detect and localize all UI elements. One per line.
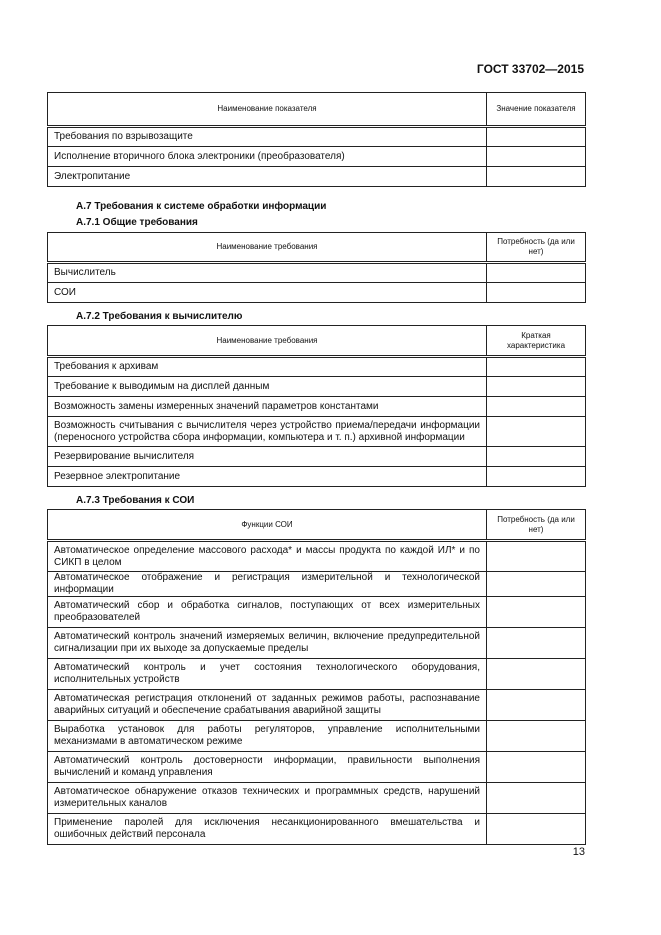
requirement-name: Автоматический контроль и учет состояния технологического оборудования, исполнительных устройств — [48, 659, 487, 690]
column-header-name: Функции СОИ — [48, 510, 487, 541]
column-header-value: Потребность (да или нет) — [487, 233, 586, 263]
value-cell[interactable] — [487, 572, 586, 597]
value-cell[interactable] — [487, 447, 586, 467]
value-cell[interactable] — [487, 167, 586, 187]
requirement-name: Применение паролей для исключения несанкционированного вмешательства и ошибочных действий персонала — [48, 814, 487, 845]
value-cell[interactable] — [487, 263, 586, 283]
table-row — [48, 628, 586, 659]
requirement-name: Исполнение вторичного блока электроники (преобразователя) — [48, 147, 487, 167]
requirement-name: Резервное электропитание — [48, 467, 487, 487]
page-number: 13 — [572, 846, 585, 858]
requirement-name: Автоматическое обнаружение отказов технических и программных средств, нарушений измерительных каналов — [48, 783, 487, 814]
requirement-name: СОИ — [48, 283, 487, 303]
requirement-name: Требования к архивам — [48, 357, 487, 377]
requirement-name: Выработка установок для работы регуляторов, управление исполнительными механизмами в автоматическом режиме — [48, 721, 487, 752]
requirement-name: Автоматическая регистрация отклонений от заданных режимов работы, распознавание аварийных ситуаций и обеспечение срабатывания аварийной защиты — [48, 690, 487, 721]
value-cell[interactable] — [487, 397, 586, 417]
table-row — [48, 397, 586, 417]
table-row — [48, 597, 586, 628]
table-row — [48, 283, 586, 303]
value-cell[interactable] — [487, 541, 586, 572]
value-cell[interactable] — [487, 417, 586, 447]
requirement-name: Возможность считывания с вычислителя через устройство приема/передачи информации (переносного устройства сбора информации, компьютера и т. п.) архивной информации — [48, 417, 487, 447]
table-header-row — [48, 510, 586, 541]
value-cell[interactable] — [487, 127, 586, 147]
requirement-name: Электропитание — [48, 167, 487, 187]
soi-functions-table — [47, 509, 586, 845]
value-cell[interactable] — [487, 628, 586, 659]
section-a71-heading: А.7.1 Общие требования — [76, 217, 198, 228]
table-header-row — [48, 233, 586, 263]
document-code: ГОСТ 33702—2015 — [476, 62, 584, 76]
section-a72-heading: А.7.2 Требования к вычислителю — [76, 311, 243, 322]
requirement-name: Автоматический сбор и обработка сигналов, поступающих от всех измерительных преобразователей — [48, 597, 487, 628]
table-header-row — [48, 326, 586, 357]
indicator-table — [47, 92, 586, 187]
section-a7-heading: А.7 Требования к системе обработки информации — [76, 201, 327, 212]
requirement-name: Автоматический контроль достоверности информации, правильности выполнения вычислений и команд управления — [48, 752, 487, 783]
table-row — [48, 263, 586, 283]
table-row — [48, 417, 586, 447]
requirement-name: Требование к выводимым на дисплей данным — [48, 377, 487, 397]
requirement-name: Резервирование вычислителя — [48, 447, 487, 467]
value-cell[interactable] — [487, 690, 586, 721]
table-row — [48, 572, 586, 597]
table-row — [48, 377, 586, 397]
column-header-value: Краткая характеристика — [487, 326, 586, 357]
requirement-name: Вычислитель — [48, 263, 487, 283]
table-header-row — [48, 93, 586, 127]
value-cell[interactable] — [487, 467, 586, 487]
value-cell[interactable] — [487, 752, 586, 783]
table-row — [48, 659, 586, 690]
column-header-name: Наименование показателя — [48, 93, 487, 127]
value-cell[interactable] — [487, 357, 586, 377]
table-row — [48, 447, 586, 467]
table-row — [48, 690, 586, 721]
column-header-name: Наименование требования — [48, 326, 487, 357]
table-row — [48, 467, 586, 487]
calculator-requirements-table — [47, 325, 586, 487]
value-cell[interactable] — [487, 783, 586, 814]
section-a73-heading: А.7.3 Требования к СОИ — [76, 495, 195, 506]
requirement-name: Автоматическое отображение и регистрация измерительной и технологической информации — [48, 572, 487, 597]
requirement-name: Возможность замены измеренных значений параметров константами — [48, 397, 487, 417]
value-cell[interactable] — [487, 147, 586, 167]
column-header-name: Наименование требования — [48, 233, 487, 263]
table-row — [48, 721, 586, 752]
general-requirements-table — [47, 232, 586, 303]
column-header-value: Потребность (да или нет) — [487, 510, 586, 541]
table-row — [48, 752, 586, 783]
requirement-name: Автоматический контроль значений измеряемых величин, включение предупредительной сигнализации при их выходе за допускаемые пределы — [48, 628, 487, 659]
table-row — [48, 357, 586, 377]
value-cell[interactable] — [487, 283, 586, 303]
value-cell[interactable] — [487, 659, 586, 690]
table-row — [48, 127, 586, 147]
table-row — [48, 541, 586, 572]
requirement-name: Требования по взрывозащите — [48, 127, 487, 147]
table-row — [48, 147, 586, 167]
value-cell[interactable] — [487, 814, 586, 845]
table-row — [48, 814, 586, 845]
column-header-value: Значение показателя — [487, 93, 586, 127]
value-cell[interactable] — [487, 597, 586, 628]
table-row — [48, 167, 586, 187]
value-cell[interactable] — [487, 377, 586, 397]
table-row — [48, 783, 586, 814]
value-cell[interactable] — [487, 721, 586, 752]
requirement-name: Автоматическое определение массового расхода* и массы продукта по каждой ИЛ* и по СИКП в целом — [48, 541, 487, 572]
